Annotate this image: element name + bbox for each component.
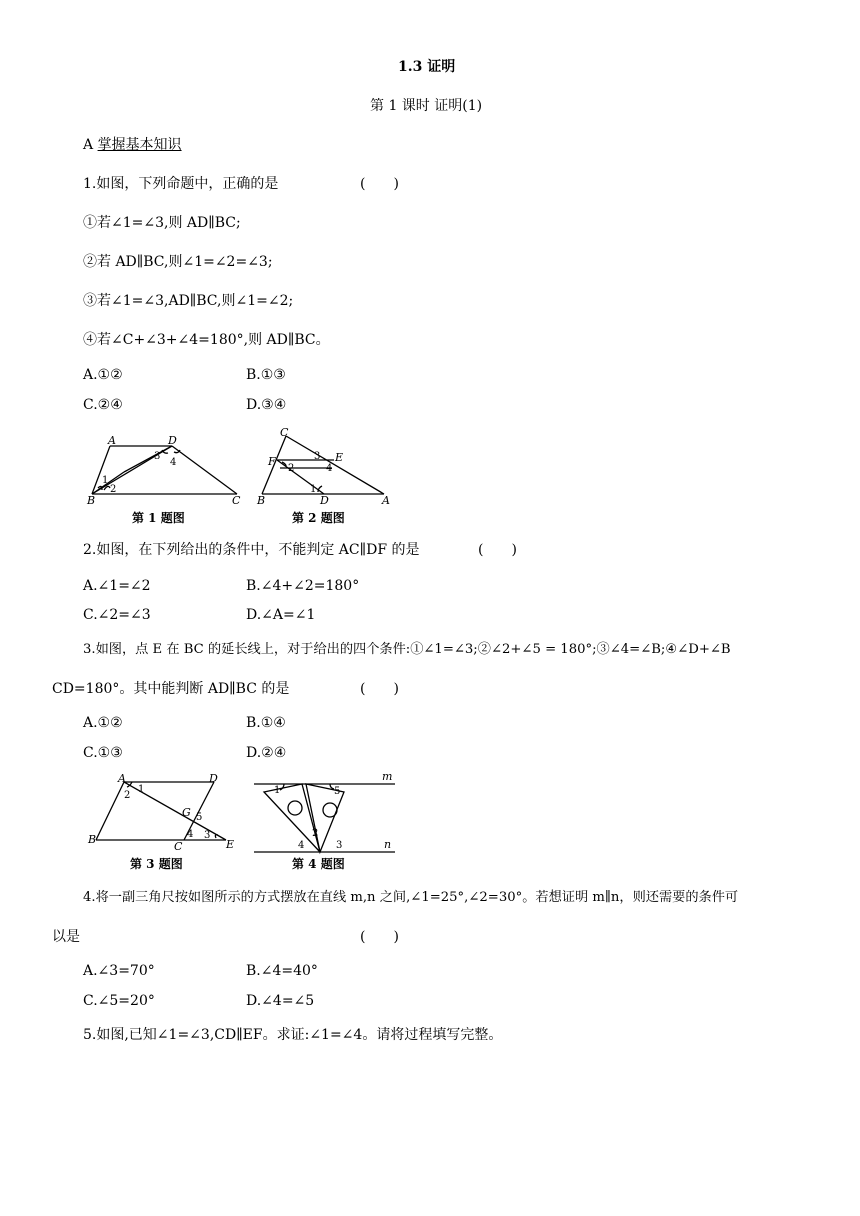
fig1-angle-4: 4 bbox=[170, 457, 177, 468]
q4-stem-line-2: 以是 bbox=[52, 929, 80, 945]
fig1-label-C: C bbox=[232, 494, 241, 507]
fig1-angle-2: 2 bbox=[110, 484, 117, 495]
q1-option-a: A.①② bbox=[83, 367, 123, 383]
q3-answer-paren: ( ) bbox=[360, 681, 399, 697]
fig2-label-C: C bbox=[280, 428, 289, 439]
fig3-label-B: B bbox=[88, 833, 97, 846]
fig3-angle-3: 3 bbox=[204, 830, 211, 841]
fig2-label-F: F bbox=[268, 455, 276, 468]
fig2-caption: 第 2 题图 bbox=[292, 511, 345, 525]
fig4-angle-5: 5 bbox=[334, 786, 341, 797]
fig4-angle-4: 4 bbox=[298, 840, 305, 851]
fig3-angle-2: 2 bbox=[124, 790, 131, 801]
q2-stem: 2.如图，在下列给出的条件中，不能判定 AC∥DF 的是 bbox=[83, 542, 420, 558]
q4-option-c: C.∠5=20° bbox=[83, 993, 155, 1009]
fig2-angle-3: 3 bbox=[314, 451, 321, 462]
q3-option-b: B.①④ bbox=[246, 715, 286, 731]
section-heading bbox=[83, 136, 182, 154]
q1-option-b: B.①③ bbox=[246, 367, 286, 383]
fig3-label-G: G bbox=[182, 806, 191, 819]
q1-option-d: D.③④ bbox=[246, 397, 287, 413]
q4-answer-paren: ( ) bbox=[360, 929, 399, 945]
q2-option-a: A.∠1=∠2 bbox=[83, 578, 151, 594]
q4-stem-line-1: 4.将一副三角尺按如图所示的方式摆放在直线 m,n 之间,∠1=25°,∠2=30°。若想证明 m∥n，则还需要的条件可 bbox=[83, 890, 739, 905]
fig2-label-A: A bbox=[382, 494, 390, 507]
q4-option-d: D.∠4=∠5 bbox=[246, 993, 315, 1009]
q1-item-3: ③若∠1=∠3,AD∥BC,则∠1=∠2; bbox=[83, 293, 294, 309]
fig2-label-B: B bbox=[257, 494, 266, 507]
fig1-label-D: D bbox=[168, 434, 177, 447]
q1-item-4: ④若∠C+∠3+∠4=180°,则 AD∥BC。 bbox=[83, 332, 330, 348]
fig1-caption: 第 1 题图 bbox=[132, 511, 185, 525]
fig4-angle-2: 2 bbox=[312, 828, 319, 839]
fig2-angle-4: 4 bbox=[326, 463, 333, 474]
fig1-label-B: B bbox=[87, 494, 96, 507]
fig1-angle-3: 3 bbox=[154, 451, 161, 462]
fig3-caption: 第 3 题图 bbox=[130, 857, 183, 871]
fig3-angle-4: 4 bbox=[187, 829, 194, 840]
q3-option-d: D.②④ bbox=[246, 745, 287, 761]
section-name: 掌握基本知识 bbox=[97, 137, 182, 153]
fig4-caption: 第 4 题图 bbox=[292, 857, 345, 871]
q1-item-2: ②若 AD∥BC,则∠1=∠2=∠3; bbox=[83, 254, 273, 270]
fig3-angle-5: 5 bbox=[196, 812, 203, 823]
q4-option-b: B.∠4=40° bbox=[246, 963, 318, 979]
q2-option-c: C.∠2=∠3 bbox=[83, 607, 151, 623]
fig3-angle-1: 1 bbox=[138, 784, 145, 795]
figure-2 bbox=[252, 428, 402, 530]
q1-item-1: ①若∠1=∠3,则 AD∥BC; bbox=[83, 215, 241, 231]
fig3-label-C: C bbox=[174, 840, 183, 853]
fig2-angle-2: 2 bbox=[288, 463, 295, 474]
q3-option-c: C.①③ bbox=[83, 745, 123, 761]
q2-answer-paren: ( ) bbox=[478, 542, 517, 558]
q4-option-a: A.∠3=70° bbox=[83, 963, 155, 979]
figure-1 bbox=[82, 432, 252, 530]
fig4-label-m: m bbox=[382, 770, 393, 783]
figure-4 bbox=[250, 770, 400, 876]
q3-stem-line-1: 3.如图，点 E 在 BC 的延长线上，对于给出的四个条件:①∠1=∠3;②∠2+∠5 = 180°;③∠4=∠B;④∠D+∠B bbox=[83, 642, 731, 657]
q1-option-c: C.②④ bbox=[83, 397, 123, 413]
q2-option-b: B.∠4+∠2=180° bbox=[246, 578, 360, 594]
page-title: 1.3 证明 bbox=[398, 59, 456, 75]
q1-stem: 1.如图，下列命题中，正确的是 bbox=[83, 176, 279, 192]
fig4-angle-3: 3 bbox=[336, 840, 343, 851]
fig3-label-A: A bbox=[118, 772, 126, 785]
q1-answer-paren: ( ) bbox=[360, 176, 399, 192]
lesson-subtitle: 第 1 课时 证明(1) bbox=[370, 98, 483, 114]
fig2-angle-1: 1 bbox=[310, 484, 317, 495]
q3-option-a: A.①② bbox=[83, 715, 123, 731]
fig4-angle-1: 1 bbox=[274, 785, 281, 796]
q5-stem: 5.如图,已知∠1=∠3,CD∥EF。求证:∠1=∠4。请将过程填写完整。 bbox=[83, 1027, 503, 1043]
fig4-label-n: n bbox=[384, 838, 392, 851]
q2-option-d: D.∠A=∠1 bbox=[246, 607, 316, 623]
figure-3 bbox=[84, 772, 244, 876]
q3-stem-line-2: CD=180°。其中能判断 AD∥BC 的是 bbox=[52, 681, 290, 697]
fig1-label-A: A bbox=[108, 434, 116, 447]
fig2-label-D: D bbox=[320, 494, 329, 507]
section-prefix: A bbox=[83, 137, 98, 153]
fig1-angle-1: 1 bbox=[102, 475, 109, 486]
fig2-label-E: E bbox=[335, 451, 344, 464]
fig3-label-E: E bbox=[226, 838, 235, 851]
fig3-label-D: D bbox=[209, 772, 218, 785]
